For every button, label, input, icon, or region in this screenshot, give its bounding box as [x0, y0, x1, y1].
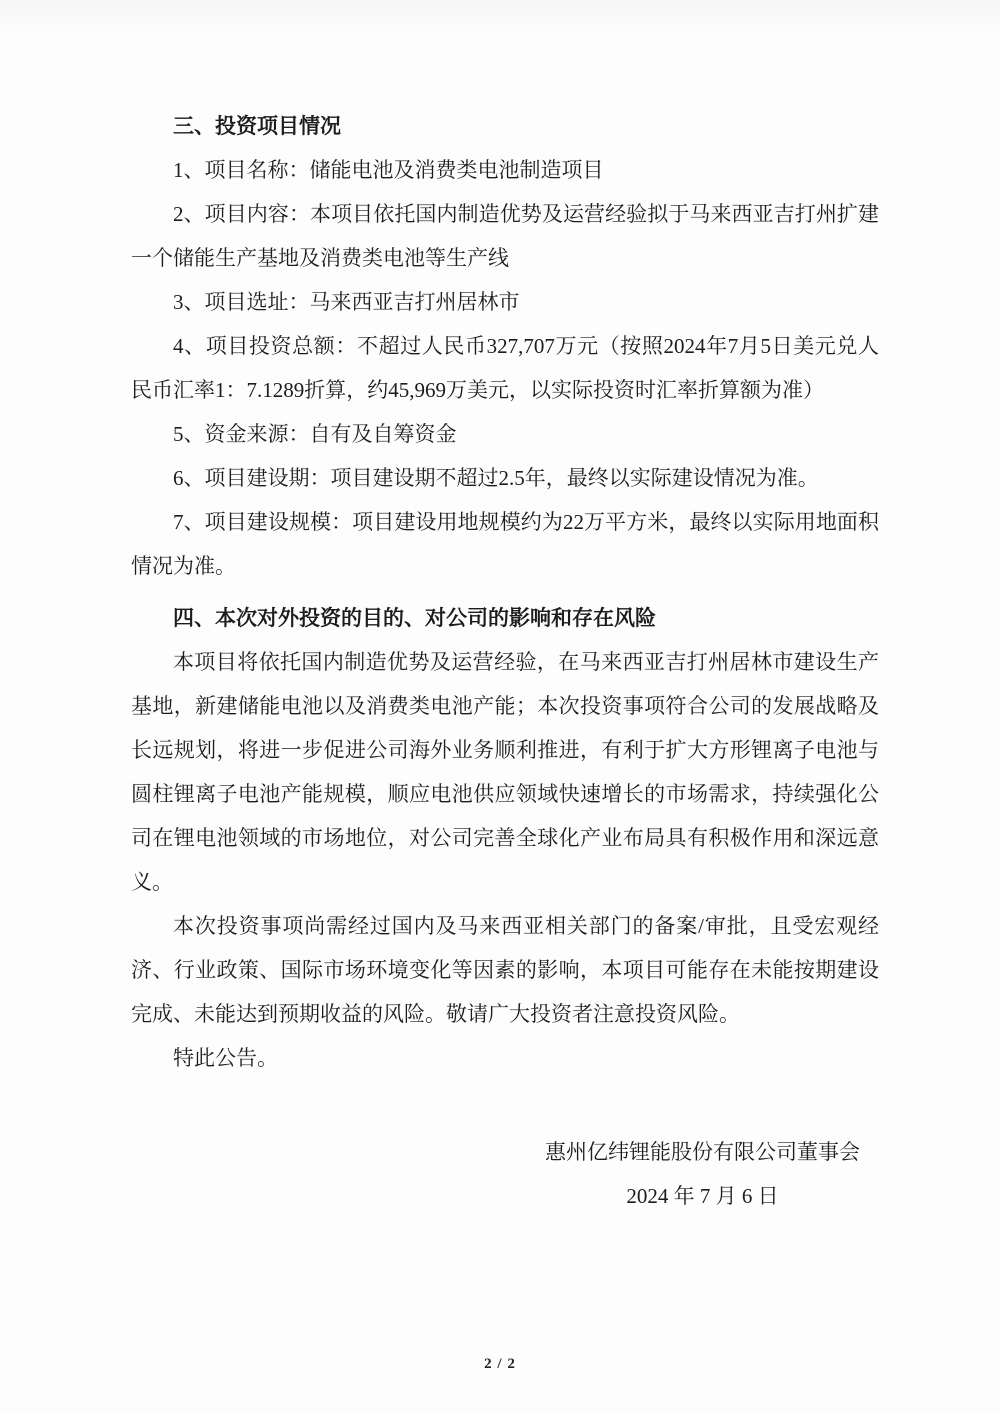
closing-statement: 特此公告。	[173, 1046, 278, 1070]
paragraph-purpose-impact: 本项目将依托国内制造优势及运营经验，在马来西亚吉打州居林市建设生产基地，新建储能电池以及消费类电池产能；本次投资事项符合公司的发展战略及长远规划，将进一步促进公司海外业务顺利推进，有利于扩大方形锂离子电池与圆柱锂离子电池产能规模，顺应电池供应领域快速增长的市场需求，持续强化公司在锂电池领域的市场地位，对公司完善全球化产业布局具有积极作用和深远意义。	[131, 650, 879, 894]
item-project-content: 2、项目内容：本项目依托国内制造优势及运营经验拟于马来西亚吉打州扩建一个储能生产基地及消费类电池等生产线	[131, 202, 879, 270]
signature-date: 2024 年 7 月 6 日	[626, 1184, 779, 1208]
signature-company: 惠州亿纬锂能股份有限公司董事会	[545, 1140, 860, 1164]
paragraph-risk: 本次投资事项尚需经过国内及马来西亚相关部门的备案/审批，且受宏观经济、行业政策、国际市场环境变化等因素的影响，本项目可能存在未能按期建设完成、未能达到预期收益的风险。敬请广大投资者注意投资风险。	[131, 914, 879, 1026]
section-heading-investment-project: 三、投资项目情况	[173, 114, 341, 138]
page-number: 2 / 2	[484, 1356, 516, 1372]
signature-block	[545, 1130, 860, 1218]
section-heading-purpose-impact-risk: 四、本次对外投资的目的、对公司的影响和存在风险	[173, 606, 656, 630]
item-project-name: 1、项目名称：储能电池及消费类电池制造项目	[173, 158, 604, 182]
item-construction-period: 6、项目建设期：项目建设期不超过2.5年，最终以实际建设情况为准。	[173, 466, 819, 490]
item-project-investment-total: 4、项目投资总额：不超过人民币327,707万元（按照2024年7月5日美元兑人民币汇率1：7.1289折算，约45,969万美元，以实际投资时汇率折算额为准）	[131, 334, 879, 402]
item-funding-source: 5、资金来源：自有及自筹资金	[173, 422, 457, 446]
item-project-location: 3、项目选址：马来西亚吉打州居林市	[173, 290, 520, 314]
document-content	[131, 104, 879, 1218]
item-construction-scale: 7、项目建设规模：项目建设用地规模约为22万平方米，最终以实际用地面积情况为准。	[131, 510, 879, 578]
